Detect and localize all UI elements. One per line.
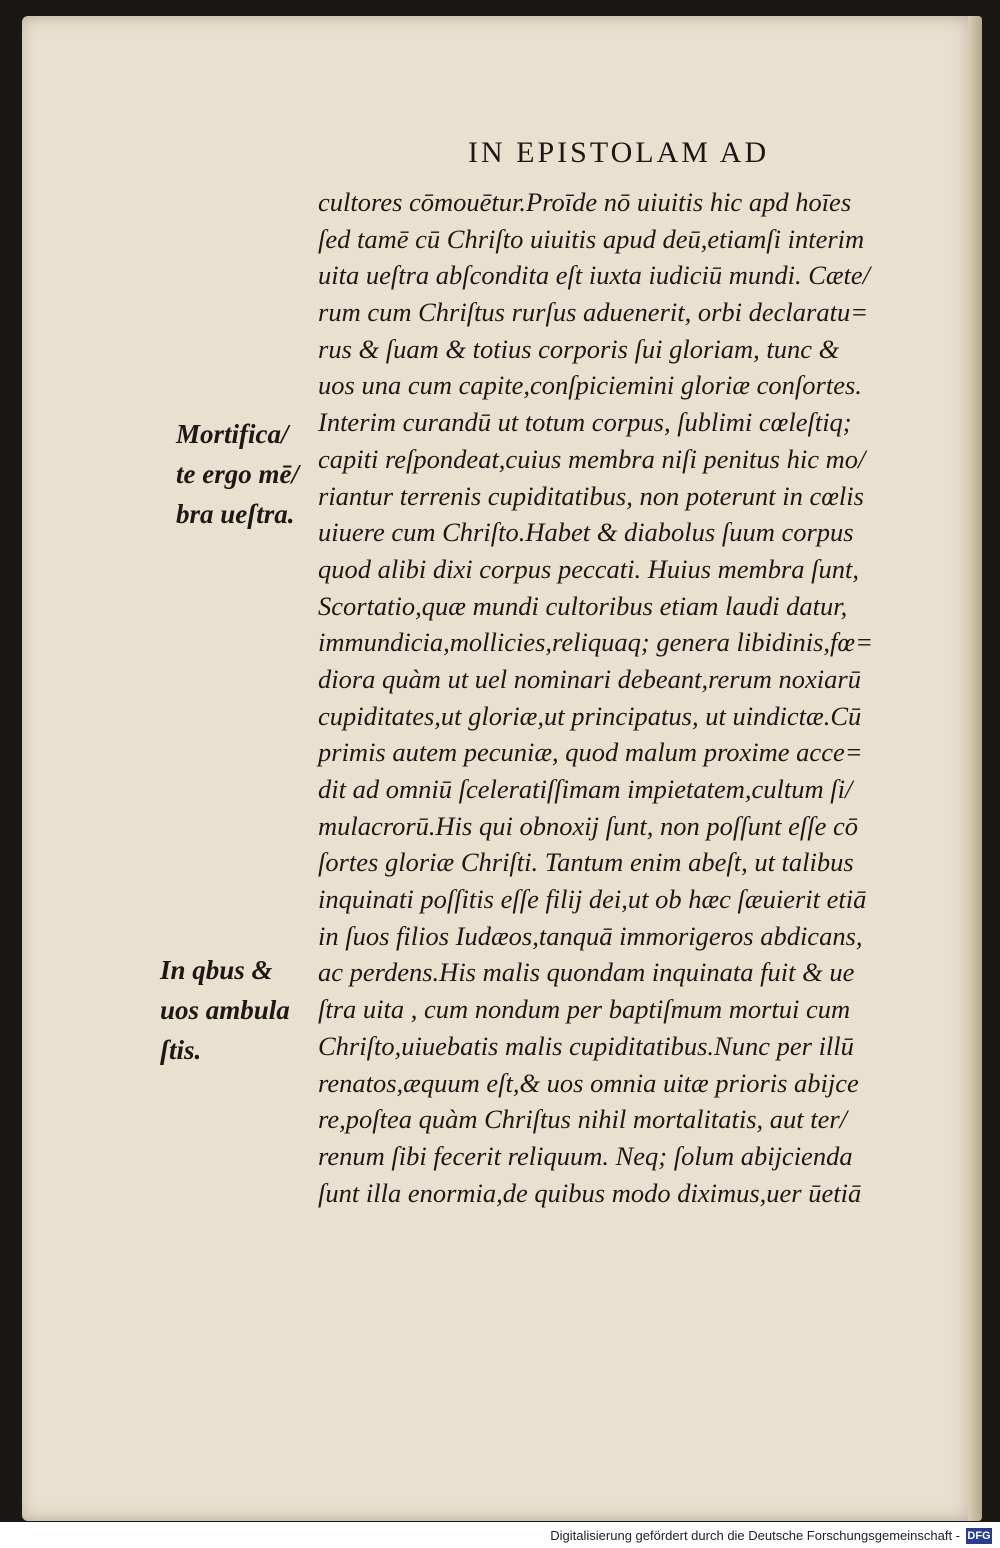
footer-bar (0, 1522, 1000, 1548)
marginal-line: In qbus & (160, 955, 273, 985)
page-edge (968, 16, 982, 1521)
text-line: rum cum Chriſtus rurſus aduenerit, orbi declaratu= (318, 297, 869, 328)
text-line: in ſuos filios Iudæos,tanquā immorigeros abdicans, (318, 920, 863, 951)
text-line: ſortes gloriæ Chriſti. Tantum enim abeſt, ut talibus (318, 847, 854, 878)
marginal-line: ſtis. (160, 1035, 202, 1065)
funding-credit: Digitalisierung gefördert durch die Deutsche Forschungsgemeinschaft - (550, 1528, 960, 1543)
text-line: Interim curandū ut totum corpus, ſublimi cœleſtiq; (318, 407, 852, 438)
marginal-line: bra ueſtra. (176, 499, 295, 529)
text-line: capiti reſpondeat,cuius membra niſi penitus hic mo/ (318, 443, 866, 474)
text-line: ſed tamē cū Chriſto uiuitis apud deū,etiamſi interim (318, 223, 865, 254)
text-line: quod alibi dixi corpus peccati. Huius membra ſunt, (318, 553, 859, 584)
marginal-line: uos ambula (160, 995, 290, 1025)
text-line: cultores cōmouētur.Proīde nō uiuitis hic apd hoīes (318, 187, 852, 217)
text-line: uiuere cum Chriſto.Habet & diabolus ſuum corpus (318, 517, 854, 548)
marginal-line: te ergo mē/ (176, 459, 299, 489)
text-line: riantur terrenis cupiditatibus, non poterunt in cœlis (318, 480, 864, 511)
marginal-line: Mortifica/ (176, 419, 289, 449)
text-line: Chriſto,uiuebatis malis cupiditatibus.Nunc per illū (318, 1030, 854, 1061)
main-text-block (318, 184, 948, 1211)
text-line: immundicia,mollicies,reliquaq; genera libidinis,fœ= (318, 627, 873, 658)
text-line: Scortatio,quæ mundi cultoribus etiam laudi datur, (318, 590, 848, 621)
text-line: uos una cum capite,conſpiciemini gloriæ conſortes. (318, 370, 862, 401)
text-line: ſunt illa enormia,de quibus modo diximus,uer ūetiā (318, 1177, 862, 1208)
text-line: ac perdens.His malis quondam inquinata fuit & ue (318, 957, 855, 988)
text-line: ſtra uita , cum nondum per baptiſmum mortui cum (318, 994, 851, 1025)
text-line: cupiditates,ut gloriæ,ut principatus, ut uindictæ.Cū (318, 700, 862, 731)
text-line: dit ad omniū ſceleratiſſimam impietatem,cultum ſi/ (318, 774, 853, 804)
text-line: primis autem pecuniæ, quod malum proxime acce= (318, 737, 863, 768)
marginal-note (176, 414, 326, 534)
text-line: renatos,æquum eſt,& uos omnia uitæ prioris abijce (318, 1067, 859, 1098)
text-line: rus & ſuam & totius corporis ſui gloriam, tunc & (318, 333, 840, 364)
running-head: IN EPISTOLAM AD (468, 136, 770, 169)
marginal-note (160, 950, 310, 1070)
text-line: mulacrorū.His qui obnoxij ſunt, non poſſunt eſſe cō (318, 810, 859, 841)
text-line: diora quàm ut uel nominari debeant,rerum noxiarū (318, 663, 861, 694)
text-line: inquinati poſſitis eſſe filij dei,ut ob hæc ſæuierit etiā (318, 884, 867, 915)
text-line: uita ueſtra abſcondita eſt iuxta iudiciū mundi. Cæte/ (318, 260, 871, 291)
text-line: renum ſibi fecerit reliquum. Neq; ſolum abijcienda (318, 1140, 853, 1171)
text-line: re,poſtea quàm Chriſtus nihil mortalitatis, aut ter/ (318, 1104, 848, 1135)
dfg-logo: DFG (967, 1530, 991, 1542)
